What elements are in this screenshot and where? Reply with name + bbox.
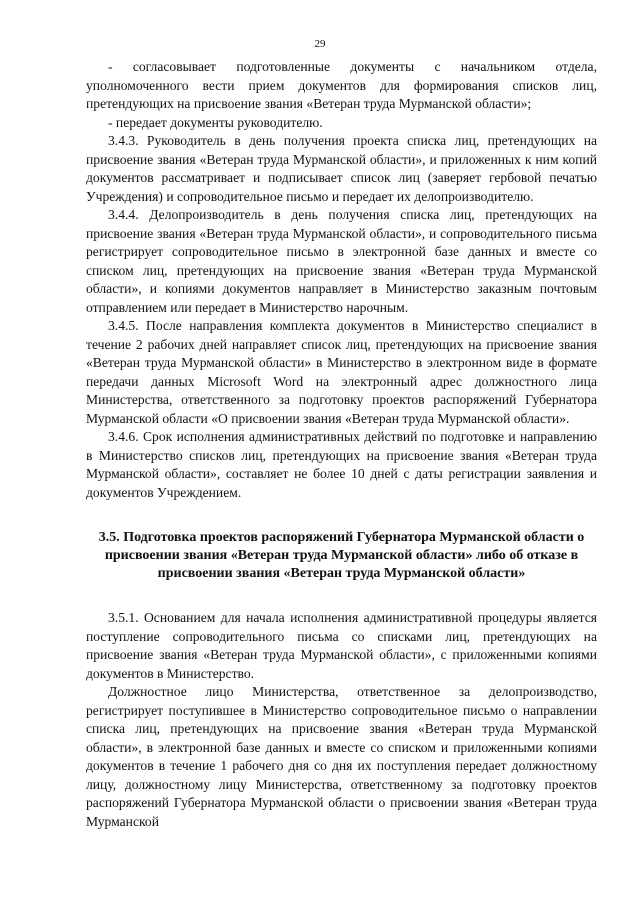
paragraph-pass-to-head: - передает документы руководителю. <box>108 114 323 130</box>
paragraph-3-4-5: 3.4.5. После направления комплекта документов в Министерство специалист в течение 2 рабочих дней направляет список лиц, претендующих на присвоение звания «Ветеран труда Мурманской области» в Министерство в электронном виде в формате передачи данных Microsoft Word на электронный адрес должностного лица Министерства, ответственного за подготовку проектов распоряжений Губернатора Мурманской области «О присвоении звания «Ветеран труда Мурманской области». <box>86 318 597 426</box>
paragraph-coordinate-docs: - согласовывает подготовленные документы с начальником отдела, уполномоченного вести прием документов для формирования списков лиц, претендующих на присвоение звания «Ветеран труда Мурманской области»; <box>86 59 597 111</box>
section-heading-3-5: 3.5. Подготовка проектов распоряжений Губернатора Мурманской области о присвоении звания «Ветеран труда Мурманской области» либо об отказе в присвоении звания «Ветеран труда Мурманской области» <box>98 530 585 581</box>
paragraph-registration: Должностное лицо Министерства, ответственное за делопроизводство, регистрирует поступившее в Министерство сопроводительное письмо о направлении списка лиц, претендующих на присвоение звания «Ветеран труда Мурманской области», в электронной базе данных и вместе со списком и приложенными копиями документов в течение 1 рабочего дня со дня их поступления передает должностному лицу, должностному лицу Министерства, ответственному за подготовку проектов распоряжений Губернатора Мурманской области о присвоении звания «Ветеран труда Мурманской <box>86 684 597 829</box>
paragraph-3-4-4: 3.4.4. Делопроизводитель в день получения списка лиц, претендующих на присвоение звания «Ветеран труда Мурманской области», и сопроводительного письма регистрирует сопроводительное письмо в электронной базе данных и вместе со списком лиц, претендующих на присвоение звания «Ветеран труда Мурманской области», и копиями документов направляет в Министерство заказным почтовым отправлением или передает в Министерство нарочным. <box>86 207 597 315</box>
page-number: 29 <box>314 38 326 50</box>
paragraph-3-5-1: 3.5.1. Основанием для начала исполнения административной процедуры является поступление сопроводительного письма со списками лиц, претендующих на присвоение звания «Ветеран труда Мурманской области», с приложенными копиями документов в Министерство. <box>86 610 597 681</box>
paragraph-3-4-3: 3.4.3. Руководитель в день получения проекта списка лиц, претендующих на присвоение звания «Ветеран труда Мурманской области», и приложенных к ним копий документов рассматривает и подписывает список лиц (заверяет гербовой печатью Учреждения) и сопроводительное письмо и передает их делопроизводителю. <box>86 133 597 204</box>
paragraph-3-4-6: 3.4.6. Срок исполнения административных действий по подготовке и направлению в Министерство списков лиц, претендующих на присвоение звания «Ветеран труда Мурманской области», составляет не более 10 дней с даты регистрации заявления и документов Учреждением. <box>86 429 597 500</box>
